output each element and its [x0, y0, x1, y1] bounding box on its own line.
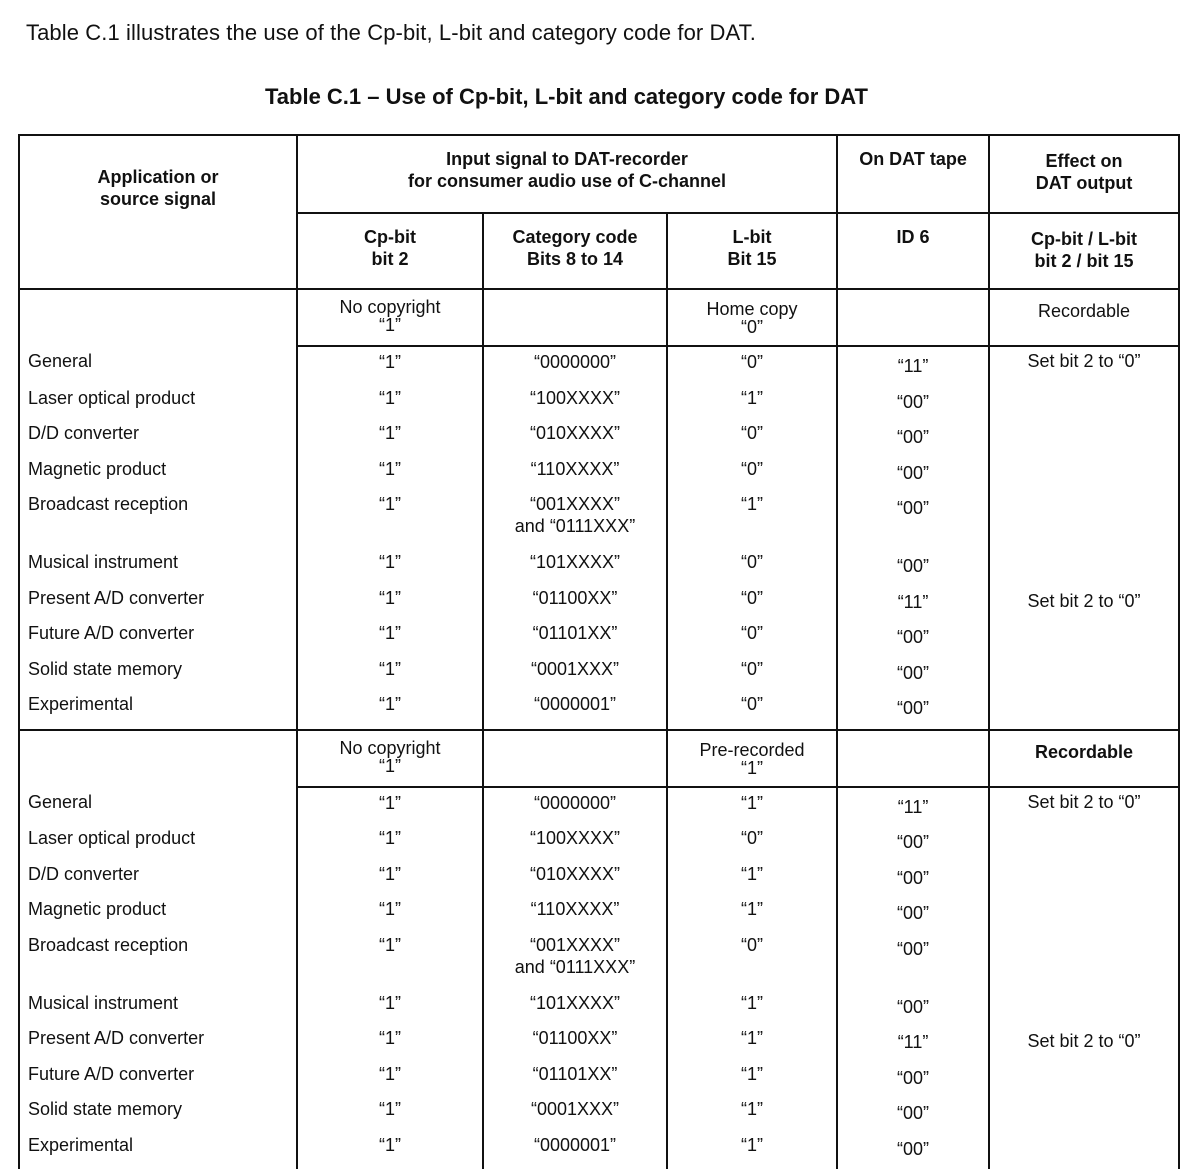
dat-table [18, 134, 1180, 1169]
cell-category-code [483, 1098, 667, 1134]
cell-application: General [19, 346, 297, 387]
cell-effect [989, 458, 1179, 494]
cell-application: Broadcast reception [19, 934, 297, 992]
cell-category-code [483, 458, 667, 494]
group-app-cell [19, 730, 297, 787]
cell-application: Magnetic product [19, 458, 297, 494]
cell-id6: “00” [837, 693, 989, 730]
cell-application: Broadcast reception [19, 493, 297, 551]
cell-id6: “00” [837, 1098, 989, 1134]
cell-l-bit: “1” [667, 898, 837, 934]
group-effect-label: Recordable [990, 741, 1178, 763]
cell-cp-bit: “1” [297, 622, 483, 658]
cell-cp-bit: “1” [297, 787, 483, 828]
cell-effect [989, 551, 1179, 587]
header-effsub-line2: bit 2 / bit 15 [990, 250, 1178, 272]
table-row [19, 587, 1179, 623]
header-ondat-text: On DAT tape [838, 148, 988, 170]
category-code-value: “001XXXX” [484, 934, 666, 956]
table-row [19, 622, 1179, 658]
cell-application: Magnetic product [19, 898, 297, 934]
header-effect-line1: Effect on [990, 150, 1178, 172]
cell-id6: “11” [837, 587, 989, 623]
header-id6-text: ID 6 [838, 226, 988, 248]
cell-category-code [483, 992, 667, 1028]
group-l-cell [667, 289, 837, 346]
group-cat-cell [483, 730, 667, 787]
cell-l-bit: “0” [667, 551, 837, 587]
cell-category-code [483, 934, 667, 992]
table-row [19, 551, 1179, 587]
table-row [19, 863, 1179, 899]
cell-l-bit: “0” [667, 693, 837, 730]
cell-category-code [483, 1027, 667, 1063]
cell-id6: “00” [837, 387, 989, 423]
category-code-extra: and “0111XXX” [484, 956, 666, 978]
table-row [19, 992, 1179, 1028]
cell-application: Present A/D converter [19, 587, 297, 623]
group-cp-label: No copyright [298, 737, 482, 759]
category-code-value: “0000000” [484, 351, 666, 373]
cell-category-code [483, 551, 667, 587]
cell-effect: Set bit 2 to “0” [989, 587, 1179, 623]
cell-l-bit: “1” [667, 1027, 837, 1063]
cell-l-bit: “0” [667, 587, 837, 623]
cell-l-bit: “1” [667, 493, 837, 551]
cell-effect [989, 934, 1179, 992]
group-l-cell [667, 730, 837, 787]
cell-id6: “00” [837, 422, 989, 458]
category-code-value: “100XXXX” [484, 827, 666, 849]
group-effect-cell [989, 289, 1179, 346]
table-row [19, 827, 1179, 863]
cell-cp-bit: “1” [297, 827, 483, 863]
group-cp-cell [297, 730, 483, 787]
cell-cp-bit: “1” [297, 493, 483, 551]
cell-id6: “00” [837, 458, 989, 494]
cell-id6: “00” [837, 1063, 989, 1099]
cell-cp-bit: “1” [297, 693, 483, 730]
intro-text: Table C.1 illustrates the use of the Cp-bit, L-bit and category code for DAT. [26, 20, 756, 46]
cell-effect [989, 493, 1179, 551]
group-id6-cell [837, 289, 989, 346]
table-row [19, 898, 1179, 934]
group-effect-cell [989, 730, 1179, 787]
table-row [19, 1134, 1179, 1169]
header-on-dat-tape [837, 135, 989, 213]
cell-id6: “11” [837, 1027, 989, 1063]
category-code-value: “0001XXX” [484, 658, 666, 680]
cell-effect [989, 622, 1179, 658]
category-code-value: “0000001” [484, 1134, 666, 1156]
cell-application: Future A/D converter [19, 622, 297, 658]
cell-l-bit: “0” [667, 934, 837, 992]
category-code-extra: and “0111XXX” [484, 515, 666, 537]
cell-category-code [483, 898, 667, 934]
cell-category-code [483, 658, 667, 694]
cell-application: General [19, 787, 297, 828]
cell-l-bit: “0” [667, 827, 837, 863]
category-code-value: “01101XX” [484, 1063, 666, 1085]
header-cp-line1: Cp-bit [298, 226, 482, 248]
header-category-code [483, 213, 667, 289]
cell-application: D/D converter [19, 422, 297, 458]
category-code-value: “010XXXX” [484, 422, 666, 444]
cell-effect: Set bit 2 to “0” [989, 346, 1179, 387]
group-cp-value: “1” [298, 759, 482, 773]
cell-category-code [483, 1134, 667, 1169]
cell-effect [989, 992, 1179, 1028]
group-l-label: Home copy [668, 298, 836, 320]
group-header-row [19, 289, 1179, 346]
cell-cp-bit: “1” [297, 1134, 483, 1169]
cell-application: Solid state memory [19, 658, 297, 694]
cell-id6: “11” [837, 787, 989, 828]
group-cp-value: “1” [298, 318, 482, 332]
group-header-row [19, 730, 1179, 787]
cell-application: Solid state memory [19, 1098, 297, 1134]
cell-cp-bit: “1” [297, 934, 483, 992]
table-row [19, 458, 1179, 494]
cell-category-code [483, 422, 667, 458]
category-code-value: “01101XX” [484, 622, 666, 644]
cell-id6: “00” [837, 863, 989, 899]
group-l-label: Pre-recorded [668, 739, 836, 761]
cell-l-bit: “0” [667, 622, 837, 658]
cell-effect [989, 863, 1179, 899]
header-cat-line1: Category code [484, 226, 666, 248]
cell-effect [989, 658, 1179, 694]
category-code-value: “0000000” [484, 792, 666, 814]
cell-l-bit: “1” [667, 863, 837, 899]
cell-id6: “00” [837, 493, 989, 551]
header-input-line2: for consumer audio use of C-channel [298, 170, 836, 192]
cell-id6: “00” [837, 551, 989, 587]
table-row [19, 658, 1179, 694]
cell-effect [989, 1098, 1179, 1134]
cell-l-bit: “1” [667, 1134, 837, 1169]
cell-application: Laser optical product [19, 387, 297, 423]
cell-l-bit: “1” [667, 992, 837, 1028]
cell-id6: “00” [837, 898, 989, 934]
header-row-1 [19, 135, 1179, 213]
cell-cp-bit: “1” [297, 863, 483, 899]
cell-category-code [483, 493, 667, 551]
cell-id6: “00” [837, 1134, 989, 1169]
header-application [19, 135, 297, 289]
group-l-value: “1” [668, 761, 836, 775]
cell-effect: Set bit 2 to “0” [989, 1027, 1179, 1063]
cell-category-code [483, 863, 667, 899]
category-code-value: “101XXXX” [484, 551, 666, 573]
group-effect-label: Recordable [990, 300, 1178, 322]
header-cp-bit [297, 213, 483, 289]
category-code-value: “110XXXX” [484, 898, 666, 920]
cell-l-bit: “1” [667, 1098, 837, 1134]
cell-l-bit: “0” [667, 658, 837, 694]
header-effsub-line1: Cp-bit / L-bit [990, 228, 1178, 250]
header-cat-line2: Bits 8 to 14 [484, 248, 666, 270]
header-app-line1: Application or [20, 166, 296, 188]
cell-category-code [483, 387, 667, 423]
group-l-value: “0” [668, 320, 836, 334]
group-cp-cell [297, 289, 483, 346]
table-row [19, 1027, 1179, 1063]
cell-category-code [483, 693, 667, 730]
table-row [19, 787, 1179, 828]
table-row [19, 346, 1179, 387]
cell-l-bit: “0” [667, 422, 837, 458]
cell-l-bit: “1” [667, 1063, 837, 1099]
header-effect-line2: DAT output [990, 172, 1178, 194]
header-l-line2: Bit 15 [668, 248, 836, 270]
cell-effect [989, 387, 1179, 423]
table-row [19, 934, 1179, 992]
header-cp-line2: bit 2 [298, 248, 482, 270]
cell-cp-bit: “1” [297, 1098, 483, 1134]
header-effect [989, 135, 1179, 213]
cell-category-code [483, 827, 667, 863]
cell-effect: Set bit 2 to “0” [989, 787, 1179, 828]
cell-l-bit: “0” [667, 458, 837, 494]
header-input-signal [297, 135, 837, 213]
group-cat-cell [483, 289, 667, 346]
cell-effect [989, 898, 1179, 934]
cell-cp-bit: “1” [297, 458, 483, 494]
category-code-value: “01100XX” [484, 587, 666, 609]
cell-effect [989, 827, 1179, 863]
cell-application: Musical instrument [19, 551, 297, 587]
header-l-bit [667, 213, 837, 289]
header-app-line2: source signal [20, 188, 296, 210]
table-row [19, 1098, 1179, 1134]
category-code-value: “001XXXX” [484, 493, 666, 515]
cell-category-code [483, 787, 667, 828]
cell-id6: “00” [837, 827, 989, 863]
cell-cp-bit: “1” [297, 422, 483, 458]
group-id6-cell [837, 730, 989, 787]
cell-cp-bit: “1” [297, 387, 483, 423]
cell-category-code [483, 587, 667, 623]
cell-cp-bit: “1” [297, 551, 483, 587]
cell-cp-bit: “1” [297, 658, 483, 694]
category-code-value: “110XXXX” [484, 458, 666, 480]
cell-cp-bit: “1” [297, 1063, 483, 1099]
cell-effect [989, 1134, 1179, 1169]
category-code-value: “100XXXX” [484, 387, 666, 409]
category-code-value: “101XXXX” [484, 992, 666, 1014]
cell-l-bit: “0” [667, 346, 837, 387]
cell-id6: “00” [837, 934, 989, 992]
cell-cp-bit: “1” [297, 992, 483, 1028]
cell-effect [989, 693, 1179, 730]
cell-id6: “00” [837, 622, 989, 658]
cell-application: Musical instrument [19, 992, 297, 1028]
category-code-value: “0000001” [484, 693, 666, 715]
cell-application: Experimental [19, 693, 297, 730]
header-effect-sub [989, 213, 1179, 289]
cell-application: Laser optical product [19, 827, 297, 863]
header-input-line1: Input signal to DAT-recorder [298, 148, 836, 170]
cell-cp-bit: “1” [297, 346, 483, 387]
table-row [19, 493, 1179, 551]
cell-category-code [483, 346, 667, 387]
cell-id6: “00” [837, 992, 989, 1028]
table-caption: Table C.1 – Use of Cp-bit, L-bit and category code for DAT [0, 84, 1133, 110]
header-id6 [837, 213, 989, 289]
cell-cp-bit: “1” [297, 587, 483, 623]
cell-cp-bit: “1” [297, 1027, 483, 1063]
header-l-line1: L-bit [668, 226, 836, 248]
group-app-cell [19, 289, 297, 346]
cell-category-code [483, 622, 667, 658]
cell-effect [989, 422, 1179, 458]
table-row [19, 422, 1179, 458]
group-cp-label: No copyright [298, 296, 482, 318]
category-code-value: “01100XX” [484, 1027, 666, 1049]
cell-application: Experimental [19, 1134, 297, 1169]
cell-id6: “00” [837, 658, 989, 694]
cell-application: Future A/D converter [19, 1063, 297, 1099]
cell-cp-bit: “1” [297, 898, 483, 934]
cell-id6: “11” [837, 346, 989, 387]
cell-application: Present A/D converter [19, 1027, 297, 1063]
cell-application: D/D converter [19, 863, 297, 899]
cell-l-bit: “1” [667, 387, 837, 423]
cell-l-bit: “1” [667, 787, 837, 828]
category-code-value: “010XXXX” [484, 863, 666, 885]
table-row [19, 693, 1179, 730]
category-code-value: “0001XXX” [484, 1098, 666, 1120]
table-row [19, 387, 1179, 423]
